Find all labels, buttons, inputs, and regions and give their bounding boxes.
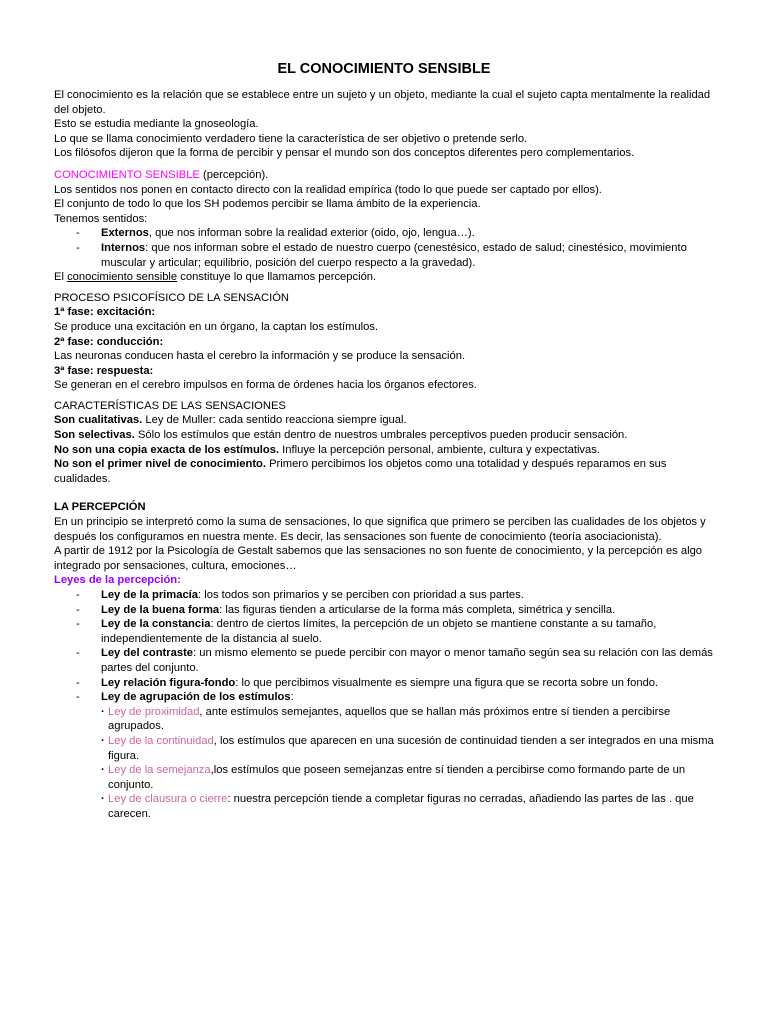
grouping-laws-list [101,705,714,822]
characteristic-text: Ley de Muller: cada sentido reacciona siempre igual. [142,414,407,427]
text-fragment: constituye lo que llamamos percepción. [177,271,377,284]
law-item [76,646,714,675]
paragraph: A partir de 1912 por la Psicología de Gestalt sabemos que las sensaciones no son fuente de conocimiento, y la percepción es algo integrado por sensaciones, cultura, emociones… [54,545,703,572]
law-item [76,588,714,603]
phase-title [54,305,714,320]
section-heading-text: LA PERCEPCIÓN [54,501,146,514]
section-heading: CONOCIMIENTO SENSIBLE [54,168,200,181]
grouping-law-term: Ley de la semejanza [108,764,211,777]
caracteristicas-section [54,399,714,487]
phase-text: Las neuronas conducen hasta el cerebro la información y se produce la sensación. [54,350,466,363]
law-text: : las figuras tienden a articularse de la forma más completa, simétrica y sencilla. [219,603,616,616]
characteristic-item [54,413,714,428]
phase-title [54,335,714,350]
list-text: : que nos informan sobre el estado de nuestro cuerpo (cenestésico, estado de salud; cinestésico, movimiento muscular y articular; equilibrio, posición del cuerpo respecto a la gravedad). [101,241,687,269]
characteristic-term: Son cualitativas. [54,414,143,427]
intro-paragraph: Lo que se llama conocimiento verdadero tiene la característica de ser objetivo o pretende serlo. [54,132,528,145]
heading-suffix: (percepción). [199,168,269,181]
intro-section [54,88,714,161]
intro-paragraph: Los filósofos dijeron que la forma de percibir y pensar el mundo son dos conceptos diferentes pero complementarios. [54,147,635,160]
characteristic-term: Son selectivas. [54,429,135,442]
characteristic-text: Primero percibimos los objetos como una totalidad y después reparamos en sus cualidades. [54,458,667,485]
grouping-law-item [101,792,714,821]
laws-list [54,588,714,822]
characteristic-item [54,428,714,443]
characteristic-term: No son el primer nivel de conocimiento. [54,458,266,471]
law-text: : dentro de ciertos límites, la percepción de un objeto se mantiene constante a su tamaño, independientemente de la distancia al suelo. [101,618,657,645]
list-text: , que nos informan sobre la realidad exterior (oido, ojo, lengua…). [148,227,475,240]
grouping-law-text: : nuestra percepción tiende a completar figuras no cerradas, añadiendo las partes de las . que carecen. [108,793,694,820]
grouping-law-item [101,763,714,792]
section-heading: CARACTERÍSTICAS DE LAS SENSACIONES [54,399,286,412]
phase-title-text: 2ª fase: conducción: [54,335,164,348]
law-term: Ley de la constancia [101,618,211,631]
text-fragment: El [54,271,68,284]
law-item [76,690,714,821]
paragraph [54,270,714,285]
list-item [76,241,714,270]
percepcion-section [54,500,714,821]
list-term: Externos [101,227,149,240]
grouping-law-text: ,los estímulos que poseen semejanzas entre sí tienden a percibirse como formando parte de un conjunto. [108,764,686,791]
law-term: Ley relación figura-fondo [101,676,236,689]
phase-title-text: 3ª fase: respuesta: [54,364,154,377]
characteristic-text: Influye la percepción personal, ambiente, cultura y expectativas. [279,443,600,456]
grouping-law-term: Ley de la continuidad [108,734,214,747]
conocimiento-sensible-section [54,168,714,285]
list-term: Internos [101,241,146,254]
law-text: : lo que percibimos visualmente es siempre una figura que se recorta sobre un fondo. [235,676,659,689]
paragraph: En un principio se interpretó como la suma de sensaciones, lo que significa que primero se perciben las cualidades de los objetos y después los configuramos en nuestra mente. Es decir, las sensaciones son fuente de conocimiento (teoría asociacionista). [54,516,706,543]
law-term: Ley de agrupación de los estímulos [101,691,291,704]
phase-text: Se generan en el cerebro impulsos en forma de órdenes hacia los órganos efectores. [54,379,477,392]
list-item [76,226,714,241]
law-term: Ley de la buena forma [101,603,220,616]
law-term: Ley de la primacía [101,589,199,601]
characteristic-item [54,443,714,458]
grouping-law-term: Ley de clausura o cierre [108,793,228,806]
senses-list [54,226,714,270]
paragraph: El conjunto de todo lo que los SH podemos percibir se llama ámbito de la experiencia. [54,198,481,211]
phase-title [54,364,714,379]
law-item [76,603,714,618]
grouping-law-term: Ley de proximidad [108,705,200,718]
law-term: Ley del contraste [101,647,194,660]
paragraph: Los sentidos nos ponen en contacto directo con la realidad empírica (todo lo que puede ser captado por ellos). [54,183,602,196]
document-title: EL CONOCIMIENTO SENSIBLE [277,61,491,77]
law-text: : los todos son primarios y se perciben con prioridad a sus partes. [198,589,524,601]
paragraph: Tenemos sentidos: [54,212,148,225]
grouping-law-text: , ante estímulos semejantes, aquellos que se hallan más próximos entre sí tienden a percibirse agrupados. [108,705,671,733]
characteristic-term: No son una copia exacta de los estímulos. [54,443,280,456]
phase-title-text: 1ª fase: excitación: [54,306,156,319]
intro-paragraph: El conocimiento es la relación que se establece entre un sujeto y un objeto, mediante la cual el sujeto capta mentalmente la realidad del objeto. [54,89,711,116]
law-item [76,617,714,646]
characteristic-text: Sólo los estímulos que están dentro de nuestros umbrales perceptivos pueden producir sensación. [134,429,628,442]
section-heading [54,500,714,515]
grouping-law-item [101,705,714,734]
grouping-law-item [101,734,714,763]
underlined-term: conocimiento sensible [67,271,178,284]
laws-heading: Leyes de la percepción: [54,574,181,587]
law-text: : [290,691,294,704]
phase-text: Se produce una excitación en un órgano, la captan los estímulos. [54,320,379,333]
section-heading-line [54,168,714,183]
intro-paragraph: Esto se estudia mediante la gnoseología. [54,118,259,131]
section-heading: PROCESO PSICOFÍSICO DE LA SENSACIÓN [54,291,289,304]
characteristic-item [54,457,714,486]
law-text: : un mismo elemento se puede percibir con mayor o menor tamaño según sea su relación con las demás partes del conjunto. [101,647,713,674]
law-item [76,676,714,691]
proceso-section [54,291,714,393]
grouping-law-text: , los estímulos que aparecen en una sucesión de continuidad tienden a ser integrados en una misma figura. [108,734,714,762]
